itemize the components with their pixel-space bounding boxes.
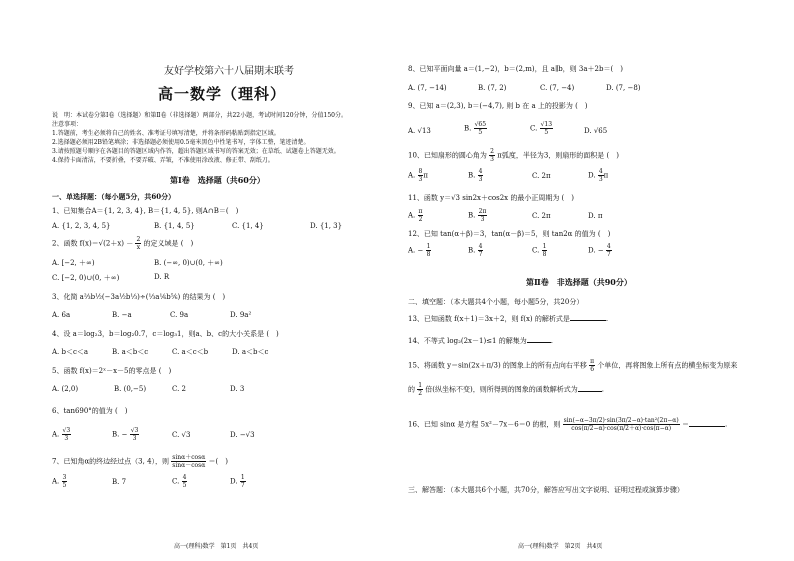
part-2-heading: 二、填空题：（本大题共4个小题，每小题5分，共20分） xyxy=(408,298,584,306)
q7-option-c-frac xyxy=(182,474,188,489)
instruction-line: 说 明：本试卷分第Ⅰ卷（选择题）和第Ⅱ卷（非选择题）两部分，共22小题，考试时间120分钟，分值150分。 xyxy=(52,112,347,119)
q10-d-num: 4 xyxy=(598,168,603,175)
q9-c-num: √13 xyxy=(540,121,553,128)
q12-option-a-label: A. − xyxy=(408,246,424,255)
right-column xyxy=(408,0,758,561)
q6-b-num: √3 xyxy=(130,427,139,434)
q9-option-c-frac xyxy=(540,121,553,136)
q7-a-num: 3 xyxy=(62,474,67,481)
q2-option-b: B. (−∞, 0)∪(0, ＋∞) xyxy=(154,259,223,267)
q15-denominator: 6 xyxy=(590,366,595,373)
q2-option-d: D. R xyxy=(154,273,170,281)
q3-option-b: B. −a xyxy=(112,311,132,319)
q11-option-a-frac xyxy=(418,208,424,223)
q16-text-start: 16、已知 sinα 是方程 5x²－7x－6＝0 的根，则 xyxy=(408,420,561,429)
q15-numerator: π xyxy=(590,358,595,365)
question-7 xyxy=(52,454,228,469)
q9-option-c-label: C. xyxy=(530,124,538,133)
q11-option-b xyxy=(468,208,487,223)
q12-option-d-frac xyxy=(606,243,612,258)
left-column xyxy=(52,0,400,561)
q7-option-a-frac xyxy=(62,474,68,489)
q10-option-a xyxy=(408,168,428,183)
q12-option-b xyxy=(468,243,483,258)
q15-fraction xyxy=(589,358,595,373)
q6-option-a xyxy=(52,427,71,442)
q10-option-d-label: D. xyxy=(588,171,596,180)
q12-option-a xyxy=(408,243,431,258)
q10-d-den: 3 xyxy=(598,176,603,183)
instruction-line: 2.选择题必须用2B铅笔填涂；非选择题必须使用0.5毫米黑色中性笔书写，字体工整，笔迹清楚。 xyxy=(52,139,310,146)
q8-option-b: B. (7, 2) xyxy=(478,84,507,92)
part-1-heading: 一、单选择题：（每小题5分，共60分） xyxy=(52,192,176,201)
q7-fraction xyxy=(171,454,206,469)
q2-denominator: x xyxy=(136,244,141,251)
q12-option-d xyxy=(588,243,612,258)
q11-a-num: π xyxy=(418,208,423,215)
q16-equals: ＝ xyxy=(681,420,689,429)
q7-option-a xyxy=(52,474,67,489)
q10-numerator: 2 xyxy=(490,148,494,155)
instruction-line: 3.请按照题号顺序在各题目的答题区域内作答，超出答题区域书写的答案无效；在草纸、试题卷上答题无效。 xyxy=(52,148,340,155)
q10-text-start: 10、已知扇形的圆心角为 xyxy=(408,151,487,160)
q9-option-c xyxy=(530,121,553,136)
question-13: 13、已知函数 f(x＋1)＝3x＋2，则 f(x) 的解析式是 . xyxy=(408,315,609,323)
q6-option-d: D. −√3 xyxy=(230,431,255,439)
q4-option-d: D. a＜b＜c xyxy=(232,348,269,356)
q5-option-b: B. (0,−5) xyxy=(114,385,147,393)
part-3-heading: 三、解答题：（本大题共6个小题，共70分，解答应写出文字说明、证明过程或演算步骤） xyxy=(408,486,684,494)
q13-answer-blank[interactable] xyxy=(570,320,606,321)
q6-option-b xyxy=(112,427,139,442)
question-4: 4、设 a＝log₂3，b＝log₂0.7，c＝log₃1，则a、b、c的大小关系是 ( ) xyxy=(52,330,279,338)
q12-b-den: 7 xyxy=(478,251,483,258)
q3-option-c: C. 9a xyxy=(170,311,189,319)
q10-option-b-label: B. xyxy=(468,171,476,180)
q11-option-d: D. π xyxy=(588,212,603,220)
q9-option-b-label: B. xyxy=(464,124,472,133)
q10-option-c: C. 2π xyxy=(532,172,551,180)
q12-option-c xyxy=(532,243,547,258)
q7-numerator: sinα＋cosα xyxy=(172,454,206,461)
school-name: 友好学校第六十八届期末联考 xyxy=(164,66,294,77)
question-16: 16、已知 sinα 是方程 5x²－7x－6＝0 的根，则 $\frac{\text{sin(−α−3π/2)·sin(3π/2−α)·tan²(2π−α)}}{\cos(\pi/2-\alpha)\cdot\cos(\pi/2+\alpha)\cdot\cos(\pi-\alpha)}$ ＝ . xyxy=(408,417,728,432)
page-footer-2: 高一(理科)数学 第2页 共4页 xyxy=(518,543,603,550)
q6-option-a-frac xyxy=(62,427,72,442)
q15-text-d: 倍(纵坐标不变)，则所得到的图象的函数解析式为 xyxy=(425,385,578,394)
q6-b-den: 3 xyxy=(132,435,137,442)
q8-option-d: D. (7, −8) xyxy=(606,84,641,92)
section-2-heading: 第Ⅱ卷 非选择题（共90分） xyxy=(526,277,632,287)
q15-text-c: 的 xyxy=(408,385,415,394)
q9-b-num: √65 xyxy=(474,121,487,128)
q13-text: 13、已知函数 f(x＋1)＝3x＋2，则 f(x) 的解析式是 xyxy=(408,315,570,323)
q10-option-a-label: A. xyxy=(408,171,416,180)
q1-option-a: A. {1, 2, 3, 4, 5} xyxy=(52,222,111,230)
q8-option-a: A. (7, −14) xyxy=(408,84,447,92)
q6-a-den: 3 xyxy=(64,435,69,442)
q7-option-a-label: A. xyxy=(52,477,60,486)
q1-option-c: C. {1, 4} xyxy=(232,222,264,230)
question-3: 3、化简 a⅔b½(−3a½b⅓)÷(⅓a⅙b⅚) 的结果为 ( ) xyxy=(52,293,226,301)
q2-option-c: C. [−2, 0)∪(0, ＋∞) xyxy=(52,274,120,282)
q12-c-den: 8 xyxy=(542,251,547,258)
q15-denominator-2: 2 xyxy=(418,390,423,397)
q12-d-num: 4 xyxy=(606,243,611,250)
q11-b-num: 2π xyxy=(478,208,487,215)
q14-answer-blank[interactable] xyxy=(527,342,551,343)
q14-text: 14、不等式 log₂(2x－1)≤1 的解集为 xyxy=(408,337,527,345)
page-footer-1: 高一(理科)数学 第1页 共4页 xyxy=(174,543,259,550)
q9-option-b-frac xyxy=(474,121,487,136)
question-14: 14、不等式 log₂(2x－1)≤1 的解集为 . xyxy=(408,337,553,345)
q1-option-d: D. {1, 3} xyxy=(310,222,343,230)
q10-b-den: 3 xyxy=(478,176,483,183)
q2-option-a: A. [−2, ＋∞) xyxy=(52,259,95,267)
instruction-line: 注意事项： xyxy=(52,121,83,128)
q15-text-start: 15、将函数 y＝sin(2x＋π/3) 的图象上的所有点向右平移 xyxy=(408,361,587,370)
q4-option-b: B. a＜b＜c xyxy=(112,348,149,356)
q11-b-den: 3 xyxy=(480,216,485,223)
q12-option-c-label: C. xyxy=(532,246,540,255)
q9-option-a: A. √13 xyxy=(408,127,431,135)
question-12: 12、已知 tan(α＋β)＝3，tan(α－β)＝5，则 tan2α 的值为 ( ) xyxy=(408,230,611,238)
q15-text-mid: 个单位，再将图象上所有点的横坐标变为原来 xyxy=(597,361,738,370)
question-9: 9、已知 a＝(2,3), b＝(−4,7), 则 b 在 a 上的投影为 ( ) xyxy=(408,102,588,110)
q7-c-num: 4 xyxy=(182,474,187,481)
question-2 xyxy=(52,236,193,251)
q9-option-b xyxy=(464,121,487,136)
q10-a-den: 3 xyxy=(418,176,423,183)
q12-option-b-frac xyxy=(478,243,484,258)
q1-option-b: B. {1, 4, 5} xyxy=(154,222,195,230)
q12-a-num: 1 xyxy=(426,243,431,250)
q11-option-a-label: A. xyxy=(408,211,416,220)
section-1-heading: 第Ⅰ卷 选择题（共60分） xyxy=(170,175,265,185)
q10-option-b-frac xyxy=(478,168,484,183)
q7-c-den: 5 xyxy=(182,482,187,489)
q12-option-a-frac xyxy=(426,243,432,258)
q3-option-d: D. 9a² xyxy=(230,311,252,319)
q12-option-d-label: D. − xyxy=(588,246,604,255)
q5-option-a: A. (2,0) xyxy=(52,385,79,393)
question-6: 6、tan690°的值为 ( ) xyxy=(52,407,128,415)
q10-option-d xyxy=(588,168,608,183)
instruction-line: 4.保持卡面清洁，不要折叠，不要弄破、弄皱，不准使用涂改液、修正带、刮纸刀。 xyxy=(52,157,274,164)
q6-option-b-frac xyxy=(130,427,140,442)
exam-title: 高一数学（理科） xyxy=(158,85,287,103)
q3-option-a: A. 6a xyxy=(52,311,71,319)
q9-option-d: D. √65 xyxy=(584,127,608,135)
q9-b-den: 5 xyxy=(478,129,483,136)
q2-numerator: 2 xyxy=(136,236,141,243)
question-5: 5、函数 f(x)＝2ˣ－x－5的零点是 ( ) xyxy=(52,367,172,375)
q10-fraction xyxy=(489,148,495,163)
q7-option-c-label: C. xyxy=(172,477,180,486)
instruction-line: 1.答题前，考生必须将自己的姓名、准考证号填写清楚，并将条形码粘贴到指定区域。 xyxy=(52,130,280,137)
q7-a-den: 5 xyxy=(62,482,67,489)
q7-option-d-label: D. xyxy=(230,477,238,486)
q8-option-c: C. (7, −4) xyxy=(540,84,575,92)
q2-text-end: 的定义域是 ( ) xyxy=(143,239,194,248)
q12-b-num: 4 xyxy=(478,243,483,250)
q11-option-b-label: B. xyxy=(468,211,476,220)
q10-option-d-suffix: π xyxy=(603,171,609,180)
q7-option-d-frac xyxy=(240,474,246,489)
q11-a-den: 2 xyxy=(418,216,423,223)
q7-d-num: 1 xyxy=(240,474,245,481)
q6-option-c: C. √3 xyxy=(172,431,191,439)
q6-option-b-label: B. − xyxy=(112,430,128,439)
q12-d-den: 7 xyxy=(606,251,611,258)
question-15-cont: 的 $\frac{1}{2}$ 倍(纵坐标不变)，则所得到的图象的函数解析式为 . xyxy=(408,382,604,397)
q7-d-den: 7 xyxy=(240,482,245,489)
q15-answer-blank[interactable] xyxy=(578,391,602,392)
q9-c-den: 5 xyxy=(544,129,549,136)
q12-a-den: 8 xyxy=(426,251,431,258)
q10-b-num: 4 xyxy=(478,168,483,175)
q16-fraction xyxy=(563,417,680,432)
q16-denominator: cos(π/2−α)·cos(π/2＋α)·cos(π−α) xyxy=(571,425,672,432)
q4-option-c: C. a＜c＜b xyxy=(172,348,209,356)
q7-option-b: B. 7 xyxy=(112,478,127,486)
q15-numerator-2: 1 xyxy=(418,382,423,389)
question-8: 8、已知平面向量 a＝(1,−2)，b＝(2,m)，且 a∥b，则 3a＋2b＝( ) xyxy=(408,65,623,73)
q11-option-c: C. 2π xyxy=(532,212,551,220)
q12-option-c-frac xyxy=(542,243,548,258)
q2-fraction xyxy=(135,236,141,251)
q10-denominator: 3 xyxy=(490,156,494,163)
q10-a-num: 8 xyxy=(418,168,423,175)
q6-a-num: √3 xyxy=(62,427,71,434)
question-11: 11、函数 y＝√3 sin2x＋cos2x 的最小正周期为 ( ) xyxy=(408,194,575,202)
q2-text-start: 2、函数 f(x)＝√(2＋x) － xyxy=(52,239,134,248)
q7-option-c xyxy=(172,474,187,489)
q4-option-a: A. b＜c＜a xyxy=(52,348,89,356)
q7-text-end: ＝( ) xyxy=(208,457,229,466)
q7-option-d xyxy=(230,474,246,489)
q6-option-a-label: A. xyxy=(52,430,60,439)
q5-option-c: C. 2 xyxy=(172,385,187,393)
q10-option-a-suffix: π xyxy=(423,171,428,180)
q7-text-start: 7、已知角α的终边经过点（3, 4），则 xyxy=(52,457,170,466)
question-15 xyxy=(408,358,737,373)
q16-numerator: sin(−α−3π/2)·sin(3π/2−α)·tan²(2π−α) xyxy=(563,417,679,424)
q12-option-b-label: B. xyxy=(468,246,476,255)
q10-text-end: π弧度，半径为3，则扇形的面积是 ( ) xyxy=(497,151,619,160)
question-10 xyxy=(408,148,619,163)
q16-answer-blank[interactable] xyxy=(689,426,725,427)
q11-option-b-frac xyxy=(478,208,488,223)
q7-denominator: sinα－cosα xyxy=(172,462,206,469)
question-1: 1、已知集合A＝{1, 2, 3, 4}, B＝{1, 4, 5}, 则A∩B＝( ) xyxy=(52,207,239,215)
q12-c-num: 1 xyxy=(542,243,547,250)
q5-option-d: D. 3 xyxy=(230,385,245,393)
q10-option-b xyxy=(468,168,483,183)
q11-option-a xyxy=(408,208,423,223)
q15-fraction-2 xyxy=(417,382,423,397)
